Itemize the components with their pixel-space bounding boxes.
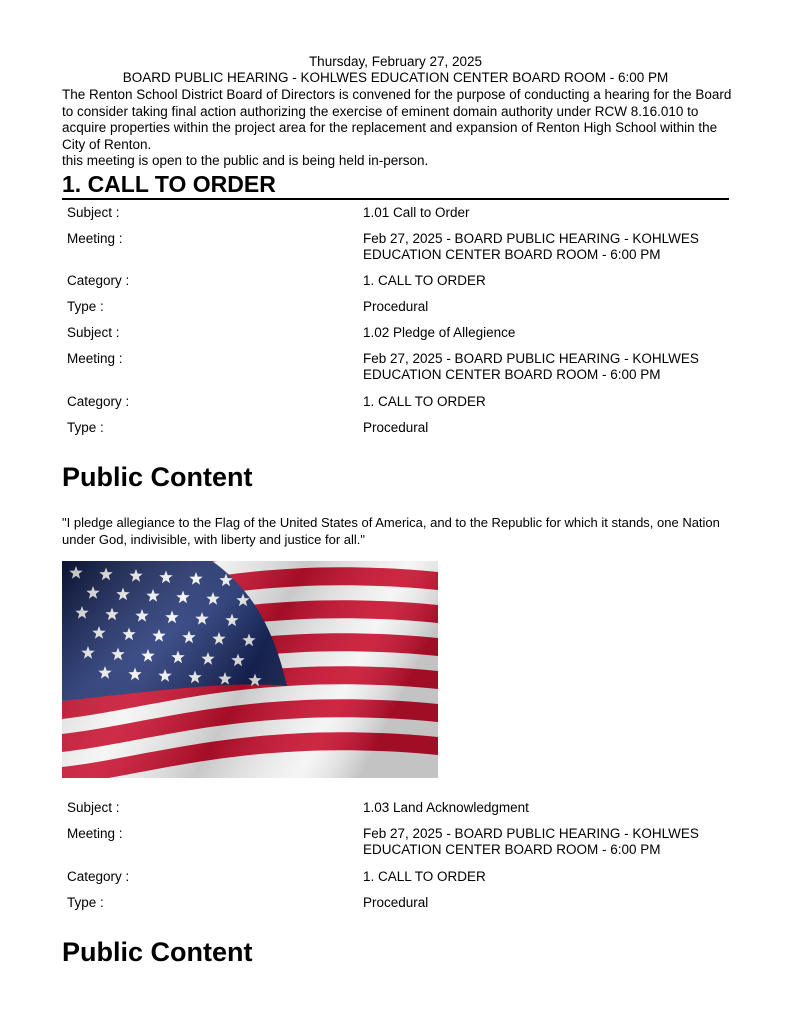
meeting-label: Meeting : bbox=[67, 351, 123, 366]
meeting-value: Feb 27, 2025 - BOARD PUBLIC HEARING - KOHLWES EDUCATION CENTER BOARD ROOM - 6:00 PM bbox=[363, 351, 699, 382]
type-label: Type : bbox=[67, 420, 104, 435]
public-content-heading: Public Content bbox=[62, 462, 253, 492]
pledge-text: "I pledge allegiance to the Flag of the United States of America, and to the Republic for which it stands, one Nation under God, indivisible, with liberty and justice for all." bbox=[62, 515, 720, 547]
type-value: Procedural bbox=[363, 895, 429, 910]
intro-note: this meeting is open to the public and is being held in-person. bbox=[62, 153, 429, 168]
meeting-title: BOARD PUBLIC HEARING - KOHLWES EDUCATION CENTER BOARD ROOM - 6:00 PM bbox=[122, 70, 669, 85]
subject-label: Subject : bbox=[67, 325, 120, 340]
category-value: 1. CALL TO ORDER bbox=[363, 869, 486, 884]
meeting-label: Meeting : bbox=[67, 231, 123, 246]
category-label: Category : bbox=[67, 394, 130, 409]
meeting-value: Feb 27, 2025 - BOARD PUBLIC HEARING - KOHLWES EDUCATION CENTER BOARD ROOM - 6:00 PM bbox=[363, 231, 699, 262]
meeting-value: Feb 27, 2025 - BOARD PUBLIC HEARING - KOHLWES EDUCATION CENTER BOARD ROOM - 6:00 PM bbox=[363, 826, 699, 857]
public-content-heading-2: Public Content bbox=[62, 937, 253, 967]
type-value: Procedural bbox=[363, 299, 429, 314]
type-label: Type : bbox=[67, 895, 104, 910]
flag-shading bbox=[62, 561, 438, 778]
category-value: 1. CALL TO ORDER bbox=[363, 394, 486, 409]
category-label: Category : bbox=[67, 869, 130, 884]
meeting-label: Meeting : bbox=[67, 826, 123, 841]
type-value: Procedural bbox=[363, 420, 429, 435]
meeting-date: Thursday, February 27, 2025 bbox=[308, 54, 483, 69]
subject-value: 1.01 Call to Order bbox=[363, 205, 470, 220]
section-heading-call-to-order: 1. CALL TO ORDER bbox=[62, 170, 729, 200]
subject-label: Subject : bbox=[67, 800, 120, 815]
subject-value: 1.02 Pledge of Allegience bbox=[363, 325, 516, 340]
type-label: Type : bbox=[67, 299, 104, 314]
intro-block bbox=[62, 87, 732, 170]
category-label: Category : bbox=[67, 273, 130, 288]
subject-value: 1.03 Land Acknowledgment bbox=[363, 800, 529, 815]
intro-paragraph: The Renton School District Board of Directors is convened for the purpose of conducting a hearing for the Board to consider taking final action authorizing the exercise of eminent domain authority under RCW 8.16.010 to acquire properties within the project area for the replacement and expansion of Renton High School within the City of Renton. bbox=[62, 87, 732, 152]
subject-label: Subject : bbox=[67, 205, 120, 220]
category-value: 1. CALL TO ORDER bbox=[363, 273, 486, 288]
american-flag-image bbox=[62, 561, 438, 778]
